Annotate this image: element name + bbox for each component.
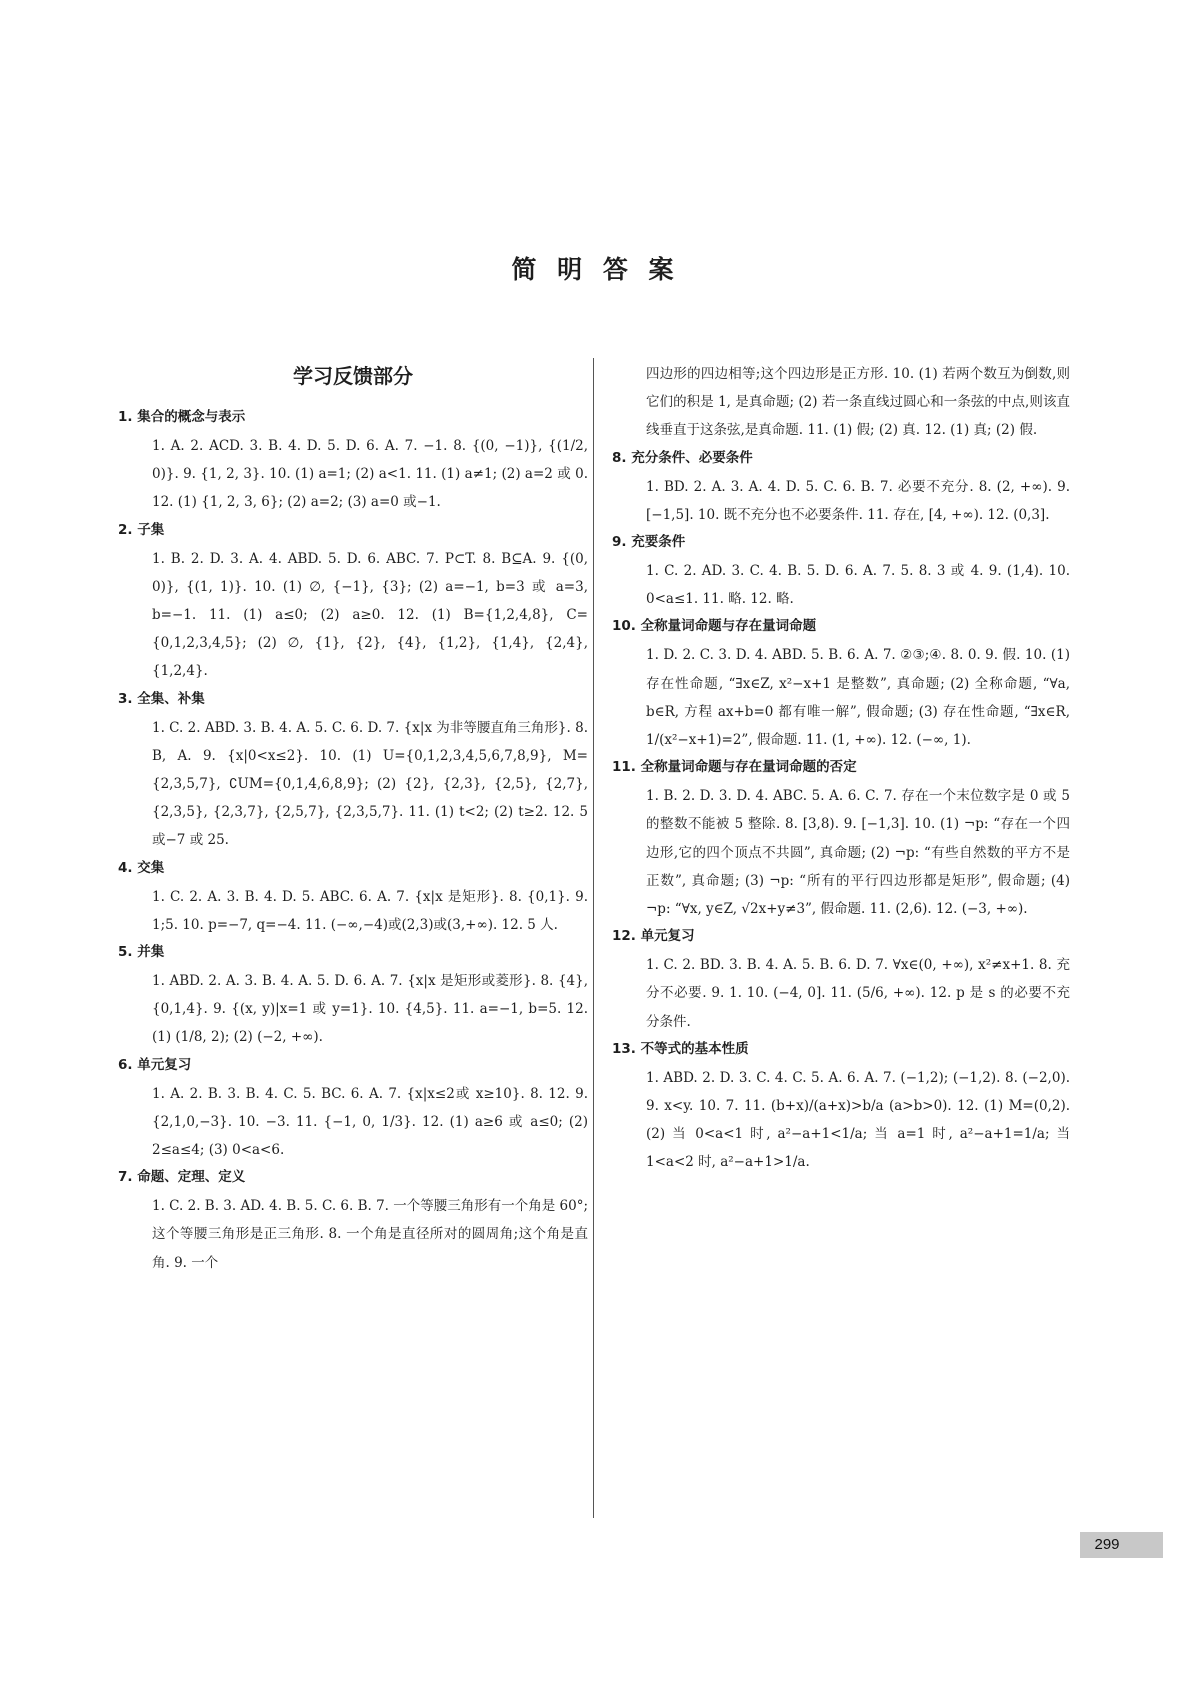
part-title: 学习反馈部分 bbox=[293, 364, 413, 388]
section-answers: 1. B. 2. D. 3. A. 4. ABD. 5. D. 6. ABC. 7. P⊂T. 8. B⊆A. 9. {(0, 0)}, {(1, 1)}. 10. (1) ∅, {−1}, {3}; (2) a=−1, b=3 或 a=3, b=−1. 11. (1) a≤0; (2) a≥0. 12. (1) B={1,2,4,8}, C={0,1,2,3,4,5}; (2) ∅, {1}, {2}, {4}, {1,2}, {1,4}, {2,4}, {1,2,4}. bbox=[152, 550, 588, 680]
section-answers: 1. C. 2. BD. 3. B. 4. A. 5. B. 6. D. 7. ∀x∈(0, +∞), x²≠x+1. 8. 充分不必要. 9. 1. 10. (−4, 0]. 11. (5/6, +∞). 12. p 是 s 的必要不充分条件. bbox=[646, 957, 1070, 1030]
section-heading: 1. 集合的概念与表示 bbox=[118, 409, 246, 425]
section-answers: 1. B. 2. D. 3. D. 4. ABC. 5. A. 6. C. 7. 存在一个末位数字是 0 或 5 的整数不能被 5 整除. 8. [3,8). 9. [−1,3]. 10. (1) ¬p: “存在一个四边形,它的四个顶点不共圆”, 真命题; (2) ¬p: “有些自然数的平方不是正数”, 真命题; (3) ¬p: “所有的平行四边形都是矩形”, 假命题; (4) ¬p: “∀x, y∈Z, √2x+y≠3”, 假命题. 11. (2,6). 12. (−3, +∞). bbox=[646, 788, 1070, 918]
section-heading: 12. 单元复习 bbox=[612, 928, 695, 945]
section-heading: 5. 并集 bbox=[118, 944, 165, 961]
section-answers: 1. D. 2. C. 3. D. 4. ABD. 5. B. 6. A. 7. ②③;④. 8. 0. 9. 假. 10. (1)存在性命题, “∃x∈Z, x²−x+1 是整数”, 真命题; (2) 全称命题, “∀a, b∈R, 方程 ax+b=0 都有唯一解”, 假命题; (3) 存在性命题, “∃x∈R, 1/(x²−x+1)=2”, 假命题. 11. (1, +∞). 12. (−∞, 1). bbox=[646, 647, 1070, 749]
section-answers: 1. C. 2. AD. 3. C. 4. B. 5. D. 6. A. 7. 5. 8. 3 或 4. 9. (1,4). 10. 0<a≤1. 11. 略. 12. 略. bbox=[646, 563, 1070, 608]
section-heading: 10. 全称量词命题与存在量词命题 bbox=[612, 618, 817, 635]
section-answers: 1. ABD. 2. A. 3. B. 4. A. 5. D. 6. A. 7. {x|x 是矩形或菱形}. 8. {4}, {0,1,4}. 9. {(x, y)|x=1 或 y=1}. 10. {4,5}. 11. a=−1, b=5. 12. (1) (1/8, 2); (2) (−2, +∞). bbox=[152, 973, 588, 1046]
section-heading: 13. 不等式的基本性质 bbox=[612, 1040, 749, 1057]
section-heading: 7. 命题、定理、定义 bbox=[118, 1169, 246, 1186]
section-heading: 4. 交集 bbox=[118, 859, 165, 876]
section-answers-continued: 四边形的四边相等;这个四边形是正方形. 10. (1) 若两个数互为倒数,则它们的积是 1, 是真命题; (2) 若一条直线过圆心和一条弦的中点,则该直线垂直于这条弦,是真命题. 11. (1) 假; (2) 真. 12. (1) 真; (2) 假. bbox=[646, 366, 1070, 439]
section-answers: 1. A. 2. ACD. 3. B. 4. D. 5. D. 6. A. 7. −1. 8. {(0, −1)}, {(1/2, 0)}. 9. {1, 2, 3}. 10. (1) a=1; (2) a<1. 11. (1) a≠1; (2) a=2 或 0. 12. (1) {1, 2, 3, 6}; (2) a=2; (3) a=0 或−1. bbox=[152, 438, 588, 511]
section-answers: 1. C. 2. ABD. 3. B. 4. A. 5. C. 6. D. 7. {x|x 为非等腰直角三角形}. 8. B, A. 9. {x|0<x≤2}. 10. (1) U={0,1,2,3,4,5,6,7,8,9}, M={2,3,5,7}, ∁UM={0,1,4,6,8,9}; (2) {2}, {2,3}, {2,5}, {2,7}, {2,3,5}, {2,3,7}, {2,5,7}, {2,3,5,7}. 11. (1) t<2; (2) t≥2. 12. 5 或−7 或 25. bbox=[152, 719, 588, 849]
page-number: 299 bbox=[1094, 1536, 1120, 1553]
section-answers: 1. BD. 2. A. 3. A. 4. D. 5. C. 6. B. 7. 必要不充分. 8. (2, +∞). 9. [−1,5]. 10. 既不充分也不必要条件. 11. 存在, [4, +∞). 12. (0,3]. bbox=[646, 478, 1070, 523]
section-answers: 1. ABD. 2. D. 3. C. 4. C. 5. A. 6. A. 7. (−1,2); (−1,2). 8. (−2,0). 9. x<y. 10. 7. 11. (b+x)/(a+x)>b/a (a>b>0). 12. (1) M=(0,2). (2) 当 0<a<1 时, a²−a+1<1/a; 当 a=1 时, a²−a+1=1/a; 当 1<a<2 时, a²−a+1>1/a. bbox=[646, 1069, 1070, 1171]
section-heading: 9. 充要条件 bbox=[612, 534, 686, 551]
section-heading: 6. 单元复习 bbox=[118, 1056, 192, 1073]
page-title: 简 明 答 案 bbox=[511, 255, 680, 284]
section-heading: 8. 充分条件、必要条件 bbox=[612, 449, 753, 466]
section-answers: 1. C. 2. A. 3. B. 4. D. 5. ABC. 6. A. 7. {x|x 是矩形}. 8. {0,1}. 9. 1;5. 10. p=−7, q=−4. 11. (−∞,−4)或(2,3)或(3,+∞). 12. 5 人. bbox=[152, 888, 588, 933]
left-column bbox=[118, 362, 588, 1277]
right-column bbox=[612, 360, 1070, 1177]
section-heading: 11. 全称量词命题与存在量词命题的否定 bbox=[612, 759, 857, 776]
column-divider bbox=[593, 358, 594, 1518]
section-heading: 2. 子集 bbox=[118, 521, 165, 538]
section-heading: 3. 全集、补集 bbox=[118, 690, 205, 707]
section-answers: 1. C. 2. B. 3. AD. 4. B. 5. C. 6. B. 7. 一个等腰三角形有一个角是 60°;这个等腰三角形是正三角形. 8. 一个角是直径所对的圆周角;这个角是直角. 9. 一个 bbox=[152, 1198, 589, 1271]
section-answers: 1. A. 2. B. 3. B. 4. C. 5. BC. 6. A. 7. {x|x≤2或 x≥10}. 8. 12. 9. {2,1,0,−3}. 10. −3. 11. {−1, 0, 1/3}. 12. (1) a≥6 或 a≤0; (2) 2≤a≤4; (3) 0<a<6. bbox=[152, 1085, 588, 1159]
